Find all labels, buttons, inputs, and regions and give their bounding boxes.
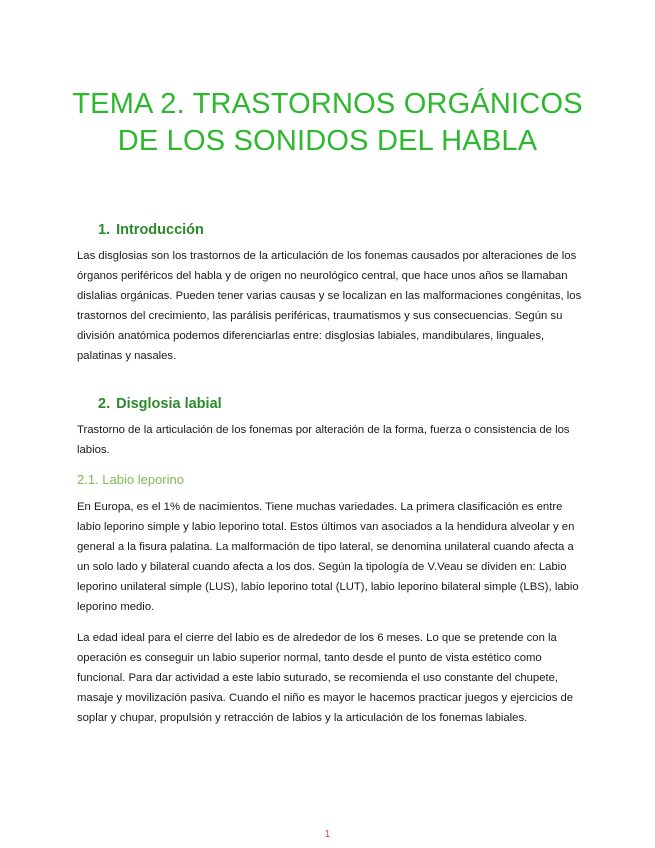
section-title: Disglosia labial <box>116 396 222 412</box>
subsection-heading-labio-leporino: 2.1. Labio leporino <box>77 472 184 487</box>
page-number: 1 <box>324 829 331 840</box>
section-number: 2. <box>98 396 111 412</box>
section-heading-introduccion <box>98 221 204 239</box>
section-heading-disglosia-labial <box>98 395 222 413</box>
paragraph-disglosia-labial: Trastorno de la articulación de los fonemas por alteración de la forma, fuerza o consistencia de los labios. <box>77 424 570 456</box>
section-number: 1. <box>98 222 111 238</box>
paragraph-labio-leporino-1: En Europa, es el 1% de nacimientos. Tiene muchas variedades. La primera clasificación es entre labio leporino simple y labio leporino total. Estos últimos van asociados a la hendidura alveolar y en general a la fisura palatina. La malformación de tipo lateral, se denomina unilateral cuando afecta a un solo lado y bilateral cuando afecta a los dos. Según la tipología de V.Veau se dividen en: Labio leporino unilateral simple (LUS), labio leporino total (LUT), labio leporino bilateral simple (LBS), labio leporino medio. <box>77 501 579 613</box>
paragraph-labio-leporino-2: La edad ideal para el cierre del labio es de alrededor de los 6 meses. Lo que se pretende con la operación es conseguir un labio superior normal, tanto desde el punto de vista estético como funcional. Para dar actividad a este labio suturado, se recomienda el uso constante del chupete, masaje y movilización pasiva. Cuando el niño es mayor le hacemos practicar juegos y ejercicios de soplar y chupar, propulsión y retracción de labios y la articulación de los fonemas labiales. <box>77 632 574 724</box>
section-title: Introducción <box>116 222 204 238</box>
page-title: TEMA 2. TRASTORNOS ORGÁNICOS DE LOS SONIDOS DEL HABLA <box>72 88 583 157</box>
paragraph-introduccion: Las disglosias son los trastornos de la articulación de los fonemas causados por alteraciones de los órganos periféricos del habla y de origen no neurológico central, que hace unos años se llamaban dislalias orgánicas. Pueden tener varias causas y se localizan en las malformaciones congénitas, los trastornos del crecimiento, las parálisis periféricas, traumatismos y sus consecuencias. Según su división anatómica podemos diferenciarlas entre: disglosias labiales, mandibulares, linguales, palatinas y nasales. <box>77 250 582 362</box>
